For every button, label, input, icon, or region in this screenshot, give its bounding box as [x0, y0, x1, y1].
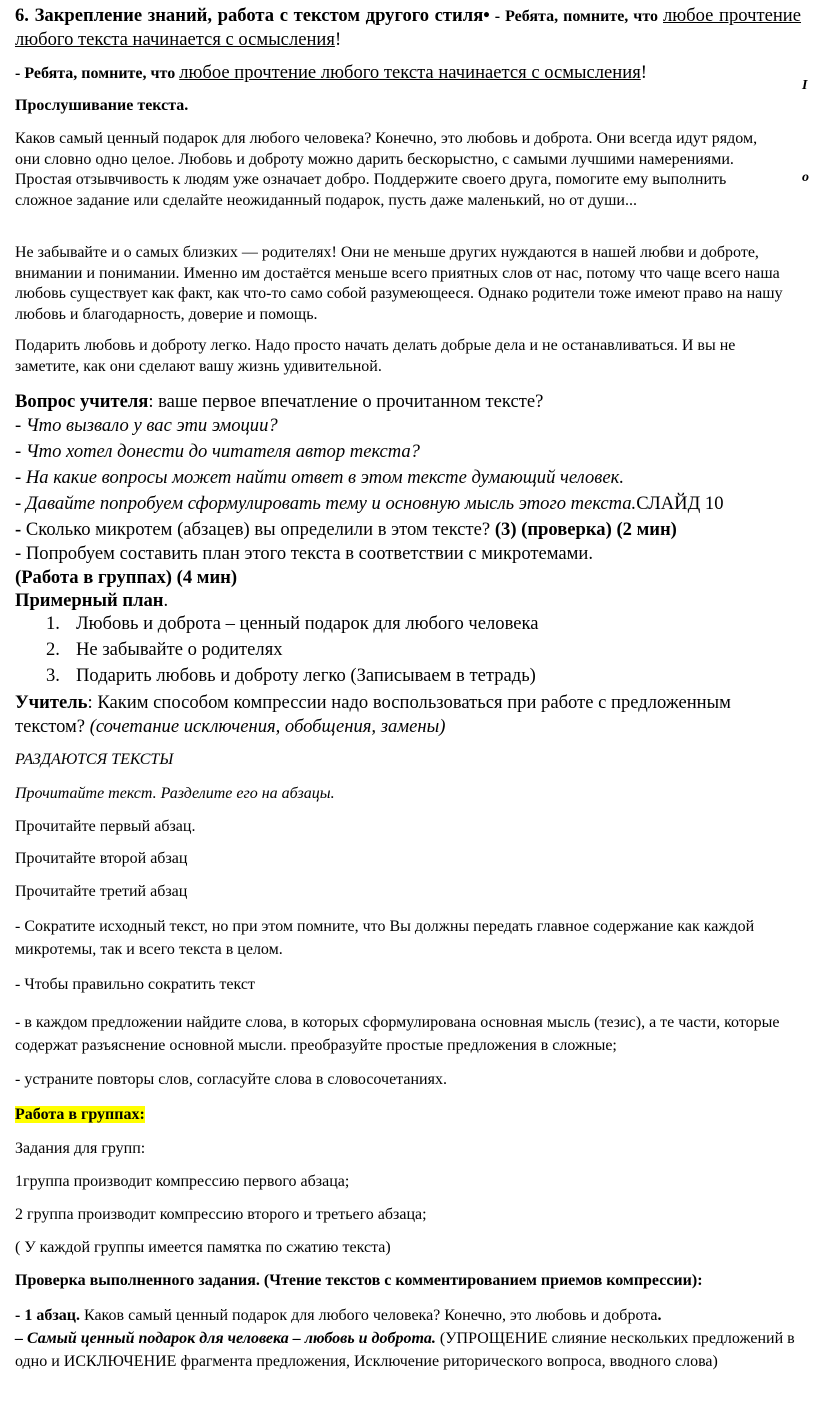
plan-item	[46, 638, 283, 662]
plan-item-text: Не забывайте о родителях	[76, 639, 283, 660]
to-shorten-instruction: - Чтобы правильно сократить текст	[15, 976, 255, 993]
group-work-highlight: Работа в группах:	[15, 1106, 145, 1123]
section-number-title: 6. Закрепление знаний, работа с текстом другого стиля	[15, 5, 484, 26]
check-title: Проверка выполненного задания. (Чтение текстов с комментированием приемов компрессии):	[15, 1272, 703, 1289]
question-microthemes-text: Сколько микротем (абзацев) вы определили в этом тексте?	[25, 519, 495, 540]
plan-item-number: 3.	[46, 665, 60, 686]
paragraph-1-dot: .	[657, 1307, 662, 1324]
read-second-instruction: Прочитайте второй абзац	[15, 850, 188, 867]
teacher-question-label: Вопрос учителя	[15, 391, 149, 412]
question-microthemes	[15, 518, 801, 542]
slide-label: СЛАЙД 10	[636, 493, 724, 514]
reminder-underlined: любое прочтение любого текста начинается с осмысления	[179, 62, 641, 83]
reminder-end: !	[640, 62, 647, 83]
paragraph-1-text: Каков самый ценный подарок для любого человека? Конечно, это любовь и доброта	[79, 1307, 658, 1324]
teacher-italic: (сочетание исключения, обобщения, замены)	[89, 716, 446, 737]
margin-mark: o	[802, 170, 809, 185]
text-paragraph-3: Подарить любовь и доброту легко. Надо просто начать делать добрые дела и не останавливаться. И вы не заметите, как они сделают вашу жизнь удивительной.	[15, 337, 736, 375]
group-work-time: (Работа в группах) (4 мин)	[15, 567, 238, 588]
plan-dot: .	[163, 590, 169, 611]
group-tasks-label: Задания для групп:	[15, 1140, 146, 1157]
question-answers: - На какие вопросы может найти ответ в этом тексте думающий человек.	[15, 467, 624, 488]
group-2-task: 2 группа производит компрессию второго и третьего абзаца;	[15, 1206, 427, 1223]
plan-title	[15, 589, 801, 613]
read-split-instruction: Прочитайте текст. Разделите его на абзацы.	[15, 785, 335, 802]
paragraph-1-result: – Самый ценный подарок для человека – любовь и доброта.	[15, 1330, 436, 1347]
shorten-instruction: - Сократите исходный текст, но при этом помните, что Вы должны передать главное содержание как каждой микротемы, так и всего текста в целом.	[15, 918, 755, 958]
memo-note: ( У каждой группы имеется памятка по сжатию текста)	[15, 1239, 391, 1256]
listening-title: Прослушивание текста.	[15, 97, 189, 114]
handout-note: РАЗДАЮТСЯ ТЕКСТЫ	[15, 751, 174, 768]
group-1-task: 1группа производит компрессию первого абзаца;	[15, 1173, 350, 1190]
plan-label: Примерный план	[15, 590, 164, 611]
read-first-instruction: Прочитайте первый абзац.	[15, 818, 196, 835]
reminder-line	[15, 61, 801, 85]
question-microthemes-check: (3) (проверка) (2 мин)	[494, 519, 677, 540]
text-paragraph-1: Каков самый ценный подарок для любого человека? Конечно, это любовь и доброта. Они всегда идут рядом, они словно одно целое. Любовь и доброту можно дарить бескорыстно, с самыми лучшими намерениями. Простая отзывчивость к людям уже означает добро. Поддержите своего друга, помогите ему выполнить сложное задание или сделайте неожиданный подарок, пусть даже маленький, но от души...	[15, 130, 758, 209]
group-work-title	[15, 1105, 801, 1126]
teacher-question-text: : ваше первое впечатление о прочитанном тексте?	[148, 391, 544, 412]
read-third-instruction: Прочитайте третий абзац	[15, 883, 188, 900]
remove-repeats-instruction: - устраните повторы слов, согласуйте слова в словосочетаниях.	[15, 1071, 447, 1088]
question-emotions: - Что вызвало у вас эти эмоции?	[15, 415, 278, 436]
plan-item	[46, 612, 539, 636]
heading-lead: - Ребята, помните, что	[489, 8, 663, 25]
find-words-instruction: - в каждом предложении найдите слова, в которых сформулирована основная мысль (тезис), а те части, которые содержат разъяснение основной мысли. преобразуйте простые предложения в сложные;	[15, 1014, 780, 1054]
text-paragraph-2: Не забывайте и о самых близких — родителях! Они не меньше других нуждаются в нашей любви и доброте, внимании и понимании. Именно им достаётся меньше всего приятных слов от нас, потому что чаще всего наша любовь существует как факт, как что-то само собой разумеющееся. Однако родители тоже имеют право на нашу любовь и благодарность, доверие и помощь.	[15, 244, 783, 323]
question-plan: - Попробуем составить план этого текста в соответствии с микротемами.	[15, 543, 594, 564]
reminder-lead: - Ребята, помните, что	[15, 65, 180, 82]
plan-item-number: 2.	[46, 639, 60, 660]
plan-item	[46, 664, 536, 688]
teacher-text: : Каким способом компрессии надо воспользоваться при работе с предложенным текстом?	[15, 692, 731, 737]
plan-item-text: Подарить любовь и доброту легко (Записываем в тетрадь)	[76, 665, 536, 686]
paragraph-1-comment: (УПРОЩЕНИЕ слияние нескольких предложений в одно и ИСКЛЮЧЕНИЕ фрагмента предложения, Исключение риторического вопроса, вводного слова)	[15, 1330, 795, 1370]
section-heading-6	[15, 4, 801, 52]
paragraph-1-label: - 1 абзац.	[15, 1307, 80, 1324]
teacher-label: Учитель	[15, 692, 88, 713]
heading-underlined: любое прочтение любого текста начинается с осмысления	[15, 5, 802, 50]
heading-end: !	[334, 29, 342, 50]
plan-item-number: 1.	[46, 613, 60, 634]
teacher-question	[15, 390, 801, 414]
teacher-compression-question	[15, 691, 801, 739]
question-theme	[15, 492, 801, 516]
plan-item-text: Любовь и доброта – ценный подарок для любого человека	[76, 613, 539, 634]
question-author-intent: - Что хотел донести до читателя автор текста?	[15, 441, 420, 462]
bullet-icon: •	[483, 5, 490, 26]
paragraph-1-check	[15, 1304, 801, 1373]
question-microthemes-dash: -	[15, 519, 26, 540]
question-theme-text: - Давайте попробуем сформулировать тему и основную мысль этого текста.	[15, 493, 637, 514]
margin-mark: I	[802, 78, 808, 93]
